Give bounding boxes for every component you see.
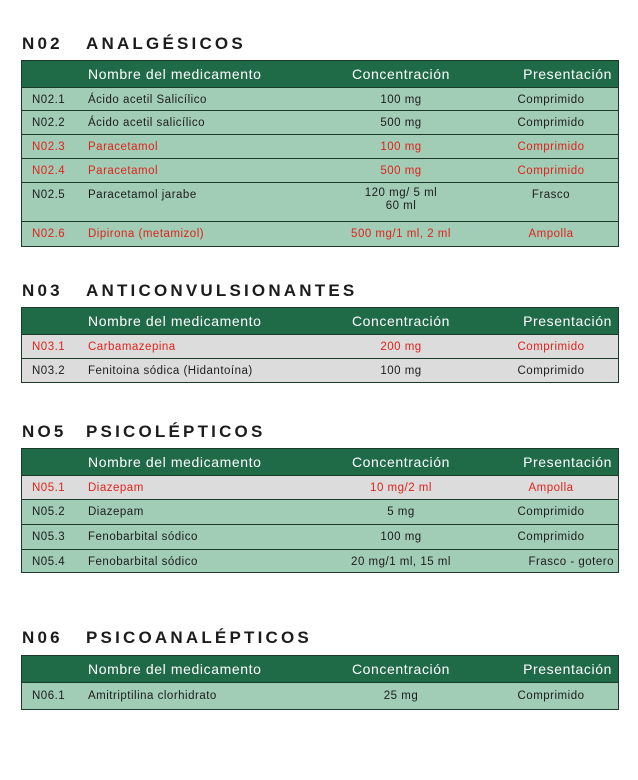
row-name: Ácido acetil Salicílico [88, 94, 207, 106]
row-presentation: Comprimido [517, 690, 585, 702]
table-n06 [21, 655, 619, 710]
table-row [22, 159, 618, 183]
section-title-n05 [22, 422, 266, 442]
header-presentation: Presentación [523, 313, 612, 329]
section-name: ANTICONVULSIONANTES [86, 281, 358, 300]
row-name: Dipirona (metamizol) [88, 228, 205, 240]
table-header [22, 449, 618, 476]
section-title-n03 [22, 281, 357, 301]
table-n05 [21, 448, 619, 573]
row-name: Diazepam [88, 506, 144, 518]
table-header [22, 61, 618, 88]
header-concentration: Concentración [351, 66, 451, 82]
table-row [22, 135, 618, 159]
row-presentation: Comprimido [517, 165, 585, 177]
header-name: Nombre del medicamento [88, 313, 262, 329]
header-concentration: Concentración [351, 661, 451, 677]
row-concentration [322, 187, 480, 213]
row-concentration: 500 mg/1 ml, 2 ml [351, 228, 451, 240]
concentration-line-1: 120 mg/ 5 ml [364, 187, 438, 199]
row-presentation: Comprimido [517, 365, 585, 377]
section-code: N02 [22, 34, 63, 53]
header-concentration: Concentración [351, 313, 451, 329]
row-presentation: Comprimido [517, 531, 585, 543]
row-presentation: Ampolla [528, 482, 574, 494]
table-row [22, 359, 618, 383]
table-row [22, 335, 618, 359]
row-name: Diazepam [88, 482, 144, 494]
table-row [22, 500, 618, 525]
row-concentration: 25 mg [383, 690, 419, 702]
section-title-n02 [22, 34, 246, 54]
header-name: Nombre del medicamento [88, 661, 262, 677]
row-code: N05.2 [32, 506, 66, 518]
row-presentation: Comprimido [517, 141, 585, 153]
row-code: N05.3 [32, 531, 66, 543]
header-concentration: Concentración [351, 454, 451, 470]
row-code: N06.1 [32, 690, 66, 702]
table-row [22, 476, 618, 500]
header-name: Nombre del medicamento [88, 454, 262, 470]
row-presentation: Comprimido [517, 506, 585, 518]
header-name: Nombre del medicamento [88, 66, 262, 82]
header-presentation: Presentación [523, 66, 612, 82]
row-code: N03.1 [32, 341, 66, 353]
table-n03 [21, 307, 619, 383]
row-code: N05.4 [32, 556, 66, 568]
row-presentation: Comprimido [517, 94, 585, 106]
row-presentation: Frasco [531, 189, 571, 201]
table-row [22, 183, 618, 222]
row-code: N02.5 [32, 189, 66, 201]
row-name: Ácido acetil salicílico [88, 117, 205, 129]
row-concentration: 100 mg [380, 141, 422, 153]
row-code: N02.2 [32, 117, 66, 129]
section-code: NO5 [22, 422, 67, 441]
row-name: Fenitoina sódica (Hidantoína) [88, 365, 253, 377]
row-code: N02.4 [32, 165, 66, 177]
table-header [22, 656, 618, 683]
section-title-n06 [22, 628, 312, 648]
section-name: PSICOLÉPTICOS [86, 422, 266, 441]
table-row [22, 550, 618, 573]
row-concentration: 100 mg [380, 365, 422, 377]
header-presentation: Presentación [523, 454, 612, 470]
row-name: Paracetamol [88, 141, 159, 153]
row-concentration: 10 mg/2 ml [370, 482, 432, 494]
row-presentation: Frasco - gotero [528, 556, 614, 568]
table-row [22, 525, 618, 550]
table-row [22, 111, 618, 135]
row-concentration: 200 mg [380, 341, 422, 353]
section-code: N03 [22, 281, 63, 300]
row-name: Fenobarbital sódico [88, 556, 198, 568]
row-concentration: 100 mg [380, 531, 422, 543]
row-concentration: 20 mg/1 ml, 15 ml [351, 556, 451, 568]
table-n02 [21, 60, 619, 247]
row-presentation: Ampolla [528, 228, 574, 240]
table-row [22, 683, 618, 710]
table-row [22, 88, 618, 111]
row-code: N05.1 [32, 482, 66, 494]
row-concentration: 500 mg [380, 165, 422, 177]
row-code: N03.2 [32, 365, 66, 377]
section-name: ANALGÉSICOS [86, 34, 246, 53]
row-name: Carbamazepina [88, 341, 176, 353]
table-row [22, 222, 618, 247]
row-concentration: 500 mg [380, 117, 422, 129]
header-presentation: Presentación [523, 661, 612, 677]
concentration-line-2: 60 ml [385, 200, 417, 212]
row-name: Paracetamol [88, 165, 159, 177]
row-concentration: 5 mg [387, 506, 415, 518]
section-name: PSICOANALÉPTICOS [86, 628, 312, 647]
row-name: Paracetamol jarabe [88, 189, 197, 201]
section-code: N06 [22, 628, 63, 647]
row-code: N02.6 [32, 228, 66, 240]
row-name: Amitriptilina clorhidrato [88, 690, 217, 702]
row-presentation: Comprimido [517, 341, 585, 353]
row-code: N02.1 [32, 94, 66, 106]
table-header [22, 308, 618, 335]
row-presentation: Comprimido [517, 117, 585, 129]
row-concentration: 100 mg [380, 94, 422, 106]
row-name: Fenobarbital sódico [88, 531, 198, 543]
row-code: N02.3 [32, 141, 66, 153]
